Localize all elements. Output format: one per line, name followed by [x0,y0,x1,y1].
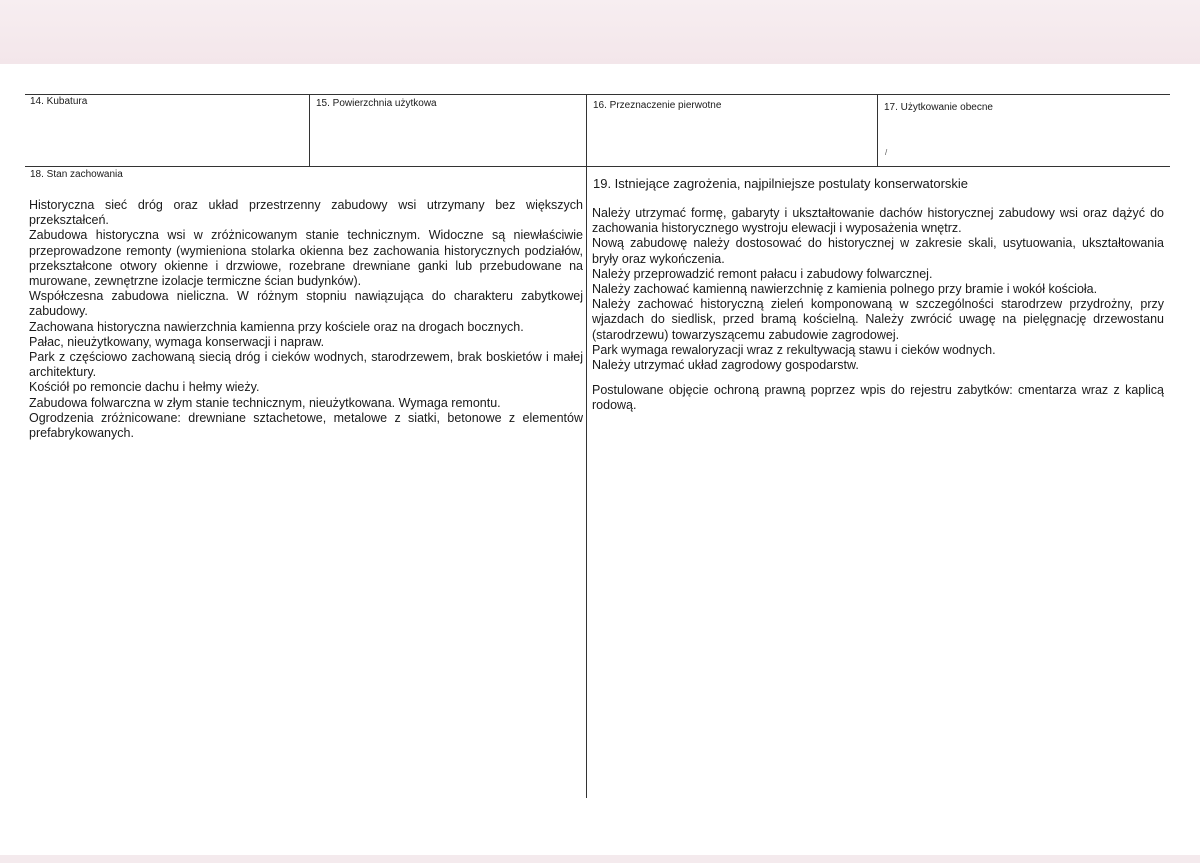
row-divider-line [25,166,1170,167]
uzytkowanie-mark: / [885,148,888,157]
form-sheet [0,64,1200,855]
zagrozenia-text [592,206,1164,414]
top-border-line [25,94,1170,95]
stan-paragraph: Pałac, nieużytkowany, wymaga konserwacji i napraw. [29,334,325,349]
przeznaczenie-label: 16. Przeznaczenie pierwotne [593,100,722,111]
uzytkowanie-label: 17. Użytkowanie obecne [884,102,993,113]
stan-paragraph: Park z częściowo zachowaną siecią dróg i cieków wodnych, starodrzewem, brak boskietów i małej architektury. [29,350,583,380]
stan-paragraph: Zachowana historyczna nawierzchnia kamienna przy kościele oraz na drogach bocznych. [29,319,524,334]
header-divider-2 [586,94,587,166]
postulat-paragraph: Postulowane objęcie ochroną prawną poprzez wpis do rejestru zabytków: cmentarza wraz z kaplicą rodową. [592,383,1164,413]
stan-paragraph: Kościół po remoncie dachu i hełmy wieży. [29,380,260,395]
header-divider-3 [877,94,878,166]
zagrozenia-paragraph: Nową zabudowę należy dostosować do historycznej w zakresie skali, usytuowania, ukształtowania bryły oraz wykończenia. [592,236,1164,266]
powierzchnia-label: 15. Powierzchnia użytkowa [316,98,437,109]
stan-zachowania-label: 18. Stan zachowania [30,169,123,180]
zagrozenia-paragraph: Park wymaga rewaloryzacji wraz z rekultywacją stawu i cieków wodnych. [592,342,996,357]
stan-zachowania-text [29,198,583,441]
stan-paragraph: Współczesna zabudowa nieliczna. W różnym stopniu nawiązująca do charakteru zabytkowej zabudowy. [29,289,583,319]
body-divider [586,166,587,798]
bottom-margin-band [0,855,1200,863]
kubatura-label: 14. Kubatura [30,96,88,107]
zagrozenia-paragraph: Należy zachować historyczną zieleń komponowaną w szczególności starodrzew przydrożny, przy wjazdach do siedlisk, przed bramą kościelną. Należy zwrócić uwagę na pielęgnację drzewostanu (starodrzewu) towarzyszącemu zabudowie zagrodowej. [592,297,1164,342]
top-margin-band [0,0,1200,64]
stan-paragraph: Historyczna sieć dróg oraz układ przestrzenny zabudowy wsi utrzymany bez większych przekształceń. [29,198,583,228]
stan-paragraph: Ogrodzenia zróżnicowane: drewniane sztachetowe, metalowe z siatki, betonowe z elementów prefabrykowanych. [29,410,583,441]
zagrozenia-paragraph: Należy utrzymać układ zagrodowy gospodarstw. [592,358,859,373]
zagrozenia-paragraph: Należy przeprowadzić remont pałacu i zabudowy folwarcznej. [592,266,933,281]
zagrozenia-paragraph: Należy zachować kamienną nawierzchnię z kamienia polnego przy bramie i wokół kościoła. [592,282,1098,297]
stan-paragraph: Zabudowa historyczna wsi w zróżnicowanym stanie technicznym. Widoczne są niewłaściwie przeprowadzone remonty (wymieniona stolarka okienna bez zachowania historycznych podziałów, przekształcone otwory okienne i drzwiowe, rozebrane drewniane ganki lub przebudowane na murowane, zewnętrzne izolacje termiczne ścian budynków). [29,228,583,289]
zagrozenia-label: 19. Istniejące zagrożenia, najpilniejsze postulaty konserwatorskie [593,176,969,191]
header-divider-1 [309,94,310,166]
stan-paragraph: Zabudowa folwarczna w złym stanie technicznym, nieużytkowana. Wymaga remontu. [29,395,501,410]
zagrozenia-paragraph: Należy utrzymać formę, gabaryty i ukształtowanie dachów historycznej zabudowy wsi oraz dążyć do zachowania historycznego wystroju elewacji i wyposażenia wnętrz. [592,206,1164,236]
